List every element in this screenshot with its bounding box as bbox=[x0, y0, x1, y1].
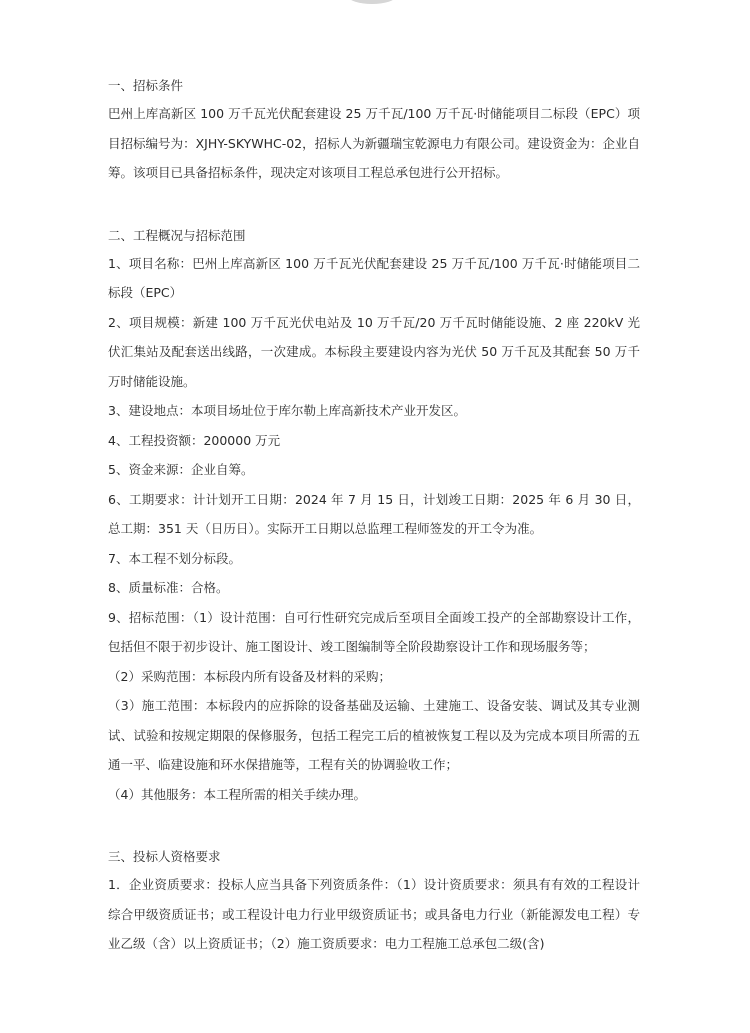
scroll-indicator bbox=[348, 0, 396, 4]
schedule-item: 6、工期要求：计计划开工日期：2024 年 7 月 15 日，计划竣工日期：2025 年 6 月 30 日，总工期：351 天（日历日）。实际开工日期以总监理工程师签发的开工令为准。 bbox=[108, 491, 640, 536]
bidding-scope-other-item: （4）其他服务：本工程所需的相关手续办理。 bbox=[108, 786, 366, 802]
section-spacer bbox=[108, 809, 640, 847]
section-spacer bbox=[108, 188, 640, 226]
lot-division-item: 7、本工程不划分标段。 bbox=[108, 550, 241, 566]
section-heading-bidding-conditions: 一、招标条件 bbox=[108, 78, 184, 93]
section-heading-bidder-qualifications: 三、投标人资格要求 bbox=[108, 849, 221, 864]
project-scale-item: 2、项目规模：新建 100 万千瓦光伏电站及 10 万千瓦/20 万千瓦时储能设施、2 座 220kV 光伏汇集站及配套送出线路，一次建成。本标段主要建设内容为光伏 50 万千瓦及其配套 50 万千万时储能设施。 bbox=[108, 314, 640, 389]
bidding-scope-design-item: 9、招标范围：（1）设计范围：自可行性研究完成后至项目全面竣工投产的全部勘察设计工作，包括但不限于初步设计、施工图设计、竣工图编制等全阶段勘察设计工作和现场服务等； bbox=[108, 609, 640, 654]
project-location-item: 3、建设地点：本项目场址位于库尔勒上库高新技术产业开发区。 bbox=[108, 403, 466, 418]
quality-standard-item: 8、质量标准：合格。 bbox=[108, 580, 229, 595]
project-name-item: 1、项目名称：巴州上库高新区 100 万千瓦光伏配套建设 25 万千瓦/100 万千瓦·时储能项目二标段（EPC） bbox=[108, 255, 640, 300]
bidding-conditions-paragraph: 巴州上库高新区 100 万千瓦光伏配套建设 25 万千瓦/100 万千瓦·时储能项目二标段（EPC）项目招标编号为：XJHY-SKYWHC-02，招标人为新疆瑞宝乾源电力有限公司。建设资金为：企业自筹。该项目已具备招标条件，现决定对该项目工程总承包进行公开招标。 bbox=[108, 106, 640, 180]
bidding-scope-construction-item: （3）施工范围：本标段内的应拆除的设备基础及运输、土建施工、设备安装、调试及其专业测试、试验和按规定期限的保修服务，包括工程完工后的植被恢复工程以及为完成本项目所需的五通一平、临建设施和环水保措施等，工程有关的协调验收工作； bbox=[108, 698, 640, 772]
investment-amount-item: 4、工程投资额：200000 万元 bbox=[108, 432, 281, 448]
section-heading-project-overview: 二、工程概况与招标范围 bbox=[108, 227, 246, 243]
bidding-scope-procurement-item: （2）采购范围：本标段内所有设备及材料的采购； bbox=[108, 668, 391, 684]
funding-source-item: 5、资金来源：企业自筹。 bbox=[108, 462, 254, 477]
qualification-requirements-item: 1．企业资质要求：投标人应当具备下列资质条件：（1）设计资质要求：须具有有效的工程设计综合甲级资质证书；或工程设计电力行业甲级资质证书；或具备电力行业（新能源发电工程）专业乙级（含）以上资质证书；（2）施工资质要求：电力工程施工总承包二级(含) bbox=[108, 877, 640, 951]
document-body bbox=[108, 76, 640, 959]
